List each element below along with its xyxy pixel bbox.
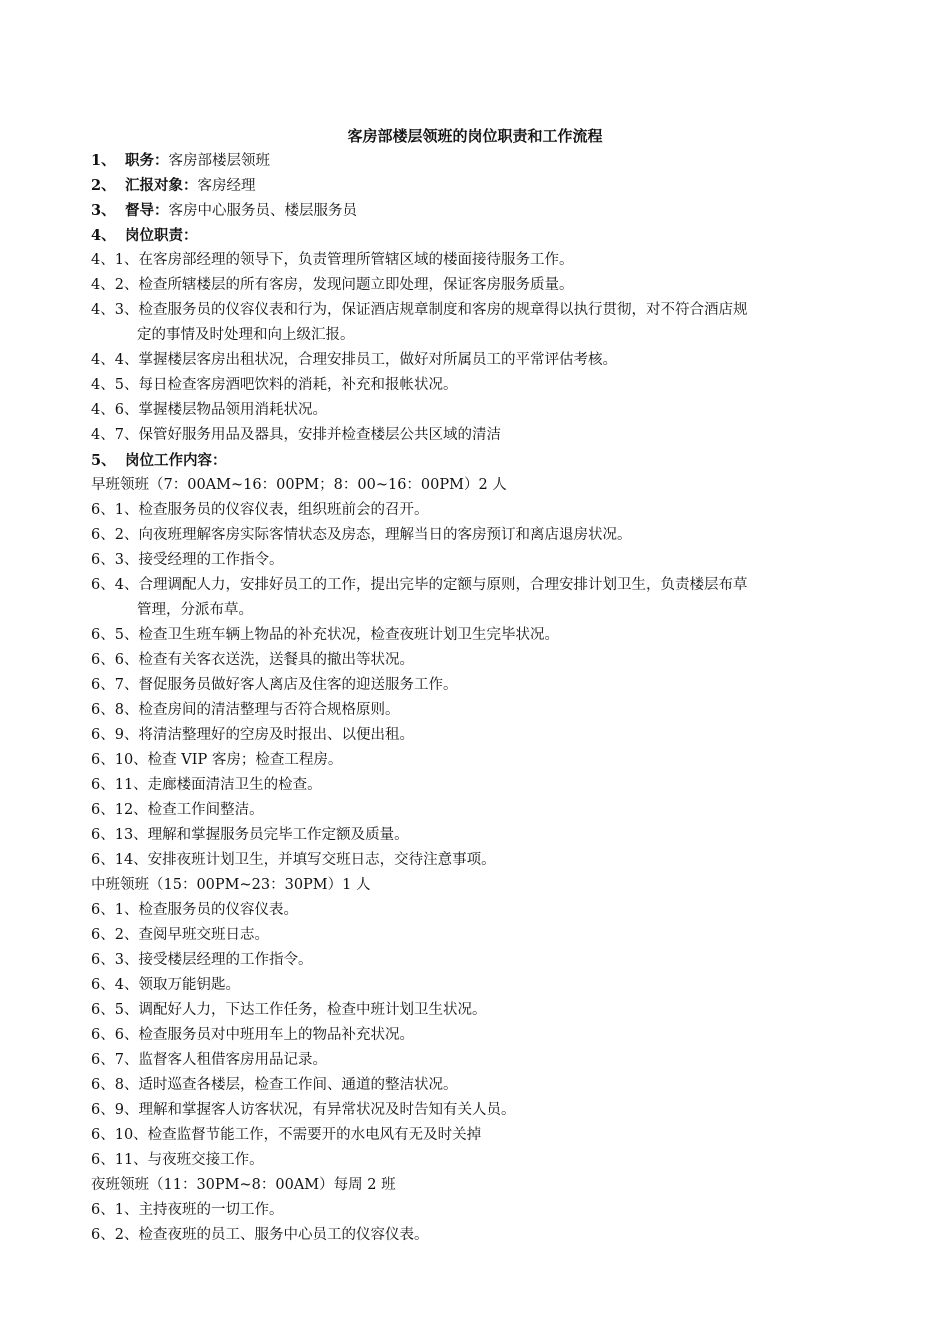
middle-shift-heading: 中班领班（15：00PM~23：30PM）1 人 — [91, 877, 371, 893]
item-label: 汇报对象： — [125, 177, 198, 194]
morning-item: 6、9、将清洁整理好的空房及时报出、以便出租。 — [91, 727, 414, 743]
item-number: 5、 — [91, 452, 116, 469]
duty-line: 4、5、每日检查客房酒吧饮料的消耗，补充和报帐状况。 — [91, 377, 458, 393]
header-item-duty — [91, 148, 871, 173]
night-item: 6、2、检查夜班的员工、服务中心员工的仪容仪表。 — [91, 1227, 429, 1243]
item-value: 客房经理 — [197, 178, 256, 194]
duty-line: 4、4、掌握楼层客房出租状况，合理安排员工，做好对所属员工的平常评估考核。 — [91, 352, 617, 368]
morning-item: 6、4、合理调配人力，安排好员工的工作，提出完毕的定额与原则，合理安排计划卫生，负责楼层布草 — [91, 577, 748, 593]
morning-item: 6、14、安排夜班计划卫生，并填写交班日志，交待注意事项。 — [91, 852, 496, 868]
morning-item: 6、10、检查 VIP 客房；检查工程房。 — [91, 752, 343, 768]
middle-item: 6、11、与夜班交接工作。 — [91, 1152, 264, 1168]
document-title: 客房部楼层领班的岗位职责和工作流程 — [347, 127, 603, 145]
item-label: 岗位职责： — [125, 227, 198, 244]
item-value: 客房中心服务员、楼层服务员 — [168, 203, 357, 219]
header-item-responsibilities — [91, 223, 871, 248]
morning-item: 6、2、向夜班理解客房实际客情状态及房态，理解当日的客房预订和离店退房状况。 — [91, 527, 632, 543]
middle-item: 6、2、查阅早班交班日志。 — [91, 927, 269, 943]
duty-line-continuation: 定的事情及时处理和向上级汇报。 — [137, 327, 355, 343]
duty-line: 4、1、在客房部经理的领导下，负责管理所管辖区域的楼面接待服务工作。 — [91, 252, 574, 268]
morning-shift-heading: 早班领班（7：00AM~16：00PM；8：00~16：00PM）2 人 — [91, 477, 507, 493]
morning-item: 6、13、理解和掌握服务员完毕工作定额及质量。 — [91, 827, 409, 843]
middle-item: 6、6、检查服务员对中班用车上的物品补充状况。 — [91, 1027, 414, 1043]
morning-item: 6、1、检查服务员的仪容仪表，组织班前会的召开。 — [91, 502, 429, 518]
middle-item: 6、3、接受楼层经理的工作指令。 — [91, 952, 313, 968]
header-item-supervise — [91, 198, 871, 223]
item-label: 岗位工作内容： — [125, 452, 227, 469]
morning-item: 6、3、接受经理的工作指令。 — [91, 552, 284, 568]
middle-item: 6、5、调配好人力，下达工作任务，检查中班计划卫生状况。 — [91, 1002, 487, 1018]
duty-line: 4、6、掌握楼层物品领用消耗状况。 — [91, 402, 327, 418]
item-number: 4、 — [91, 227, 116, 244]
morning-item: 6、7、督促服务员做好客人离店及住客的迎送服务工作。 — [91, 677, 458, 693]
item-label: 督导： — [125, 202, 169, 219]
middle-item: 6、1、检查服务员的仪容仪表。 — [91, 902, 298, 918]
night-item: 6、1、主持夜班的一切工作。 — [91, 1202, 284, 1218]
item-label: 职务： — [125, 152, 169, 169]
morning-item: 6、6、检查有关客衣送洗，送餐具的撤出等状况。 — [91, 652, 414, 668]
duty-line: 4、2、检查所辖楼层的所有客房，发现问题立即处理，保证客房服务质量。 — [91, 277, 574, 293]
item-number: 2、 — [91, 177, 116, 194]
section-work-content — [91, 448, 871, 473]
morning-item-continuation: 管理，分派布草。 — [137, 602, 253, 618]
item-value: 客房部楼层领班 — [168, 153, 270, 169]
duty-line: 4、3、检查服务员的仪容仪表和行为，保证酒店规章制度和客房的规章得以执行贯彻，对不符合酒店规 — [91, 302, 748, 318]
middle-item: 6、7、监督客人租借客房用品记录。 — [91, 1052, 327, 1068]
item-number: 3、 — [91, 202, 116, 219]
item-number: 1、 — [91, 152, 116, 169]
morning-item: 6、11、走廊楼面清洁卫生的检查。 — [91, 777, 322, 793]
middle-item: 6、9、理解和掌握客人访客状况，有异常状况及时告知有关人员。 — [91, 1102, 516, 1118]
morning-item: 6、5、检查卫生班车辆上物品的补充状况，检查夜班计划卫生完毕状况。 — [91, 627, 559, 643]
morning-item: 6、12、检查工作间整洁。 — [91, 802, 264, 818]
morning-item: 6、8、检查房间的清洁整理与否符合规格原则。 — [91, 702, 400, 718]
document-body — [91, 148, 871, 1248]
middle-item: 6、4、领取万能钥匙。 — [91, 977, 240, 993]
header-item-report-to — [91, 173, 871, 198]
middle-item: 6、10、检查监督节能工作，不需要开的水电风有无及时关掉 — [91, 1127, 482, 1143]
middle-item: 6、8、适时巡查各楼层，检查工作间、通道的整洁状况。 — [91, 1077, 458, 1093]
night-shift-heading: 夜班领班（11：30PM~8：00AM）每周 2 班 — [91, 1177, 396, 1193]
duty-line: 4、7、保管好服务用品及器具，安排并检查楼层公共区域的清洁 — [91, 427, 501, 443]
